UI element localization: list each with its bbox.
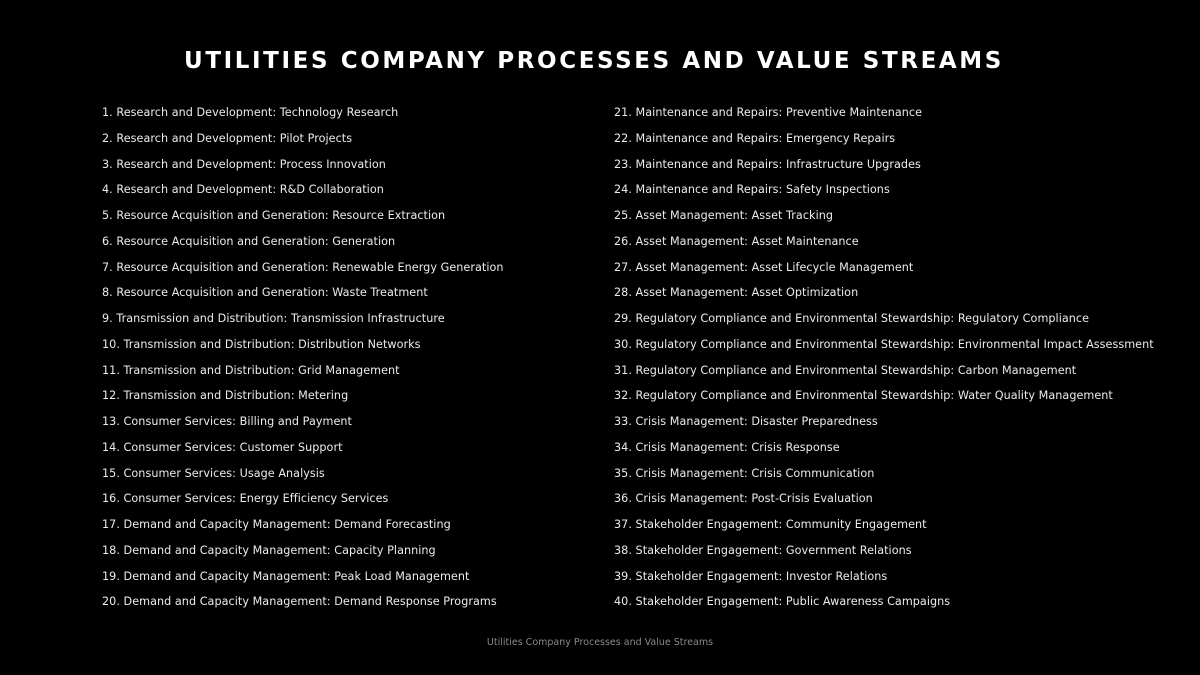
list-item: 23. Maintenance and Repairs: Infrastructure Upgrades bbox=[614, 157, 921, 171]
list-item: 3. Research and Development: Process Innovation bbox=[102, 157, 386, 171]
list-item: 34. Crisis Management: Crisis Response bbox=[614, 440, 840, 454]
list-item: 30. Regulatory Compliance and Environmental Stewardship: Environmental Impact Assessment bbox=[614, 337, 1154, 351]
process-list-left bbox=[102, 100, 572, 615]
list-item: 39. Stakeholder Engagement: Investor Relations bbox=[614, 569, 888, 583]
list-item: 4. Research and Development: R&D Collaboration bbox=[102, 183, 384, 197]
list-item: 6. Resource Acquisition and Generation: Generation bbox=[102, 234, 396, 248]
list-item: 21. Maintenance and Repairs: Preventive Maintenance bbox=[614, 106, 923, 119]
list-item: 17. Demand and Capacity Management: Demand Forecasting bbox=[102, 518, 451, 531]
list-item: 31. Regulatory Compliance and Environmental Stewardship: Carbon Management bbox=[614, 363, 1077, 377]
list-item: 14. Consumer Services: Customer Support bbox=[102, 440, 343, 454]
list-item: 37. Stakeholder Engagement: Community Engagement bbox=[614, 518, 927, 531]
list-item: 12. Transmission and Distribution: Metering bbox=[102, 389, 349, 403]
process-list-right bbox=[614, 100, 1196, 615]
list-item: 27. Asset Management: Asset Lifecycle Management bbox=[614, 260, 914, 274]
list-item: 7. Resource Acquisition and Generation: Renewable Energy Generation bbox=[102, 260, 504, 274]
list-item: 10. Transmission and Distribution: Distribution Networks bbox=[102, 337, 421, 351]
list-item: 26. Asset Management: Asset Maintenance bbox=[614, 234, 859, 248]
list-item: 25. Asset Management: Asset Tracking bbox=[614, 209, 834, 222]
slide-footer: Utilities Company Processes and Value Streams bbox=[486, 637, 714, 648]
list-item: 32. Regulatory Compliance and Environmental Stewardship: Water Quality Management bbox=[614, 389, 1113, 403]
list-item: 28. Asset Management: Asset Optimization bbox=[614, 286, 859, 300]
list-item: 2. Research and Development: Pilot Projects bbox=[102, 131, 353, 145]
list-item: 8. Resource Acquisition and Generation: Waste Treatment bbox=[102, 286, 428, 300]
list-item: 24. Maintenance and Repairs: Safety Inspections bbox=[614, 183, 890, 197]
list-item: 33. Crisis Management: Disaster Preparedness bbox=[614, 415, 878, 428]
list-item: 19. Demand and Capacity Management: Peak Load Management bbox=[102, 569, 470, 583]
list-item: 22. Maintenance and Repairs: Emergency Repairs bbox=[614, 131, 896, 145]
list-item: 29. Regulatory Compliance and Environmental Stewardship: Regulatory Compliance bbox=[614, 312, 1090, 325]
list-item: 18. Demand and Capacity Management: Capacity Planning bbox=[102, 543, 436, 557]
list-item: 15. Consumer Services: Usage Analysis bbox=[102, 466, 325, 480]
list-item: 11. Transmission and Distribution: Grid Management bbox=[102, 363, 400, 377]
slide-title: UTILITIES COMPANY PROCESSES AND VALUE STREAMS bbox=[184, 48, 1004, 74]
list-item: 40. Stakeholder Engagement: Public Awareness Campaigns bbox=[614, 595, 951, 609]
list-item: 36. Crisis Management: Post-Crisis Evaluation bbox=[614, 492, 873, 506]
list-item: 13. Consumer Services: Billing and Payment bbox=[102, 415, 352, 428]
list-item: 16. Consumer Services: Energy Efficiency Services bbox=[102, 492, 389, 506]
list-item: 1. Research and Development: Technology Research bbox=[102, 106, 399, 119]
list-item: 38. Stakeholder Engagement: Government Relations bbox=[614, 543, 912, 557]
list-item: 9. Transmission and Distribution: Transmission Infrastructure bbox=[102, 312, 445, 325]
list-item: 5. Resource Acquisition and Generation: Resource Extraction bbox=[102, 209, 446, 222]
list-item: 20. Demand and Capacity Management: Demand Response Programs bbox=[102, 595, 497, 609]
list-item: 35. Crisis Management: Crisis Communication bbox=[614, 466, 875, 480]
